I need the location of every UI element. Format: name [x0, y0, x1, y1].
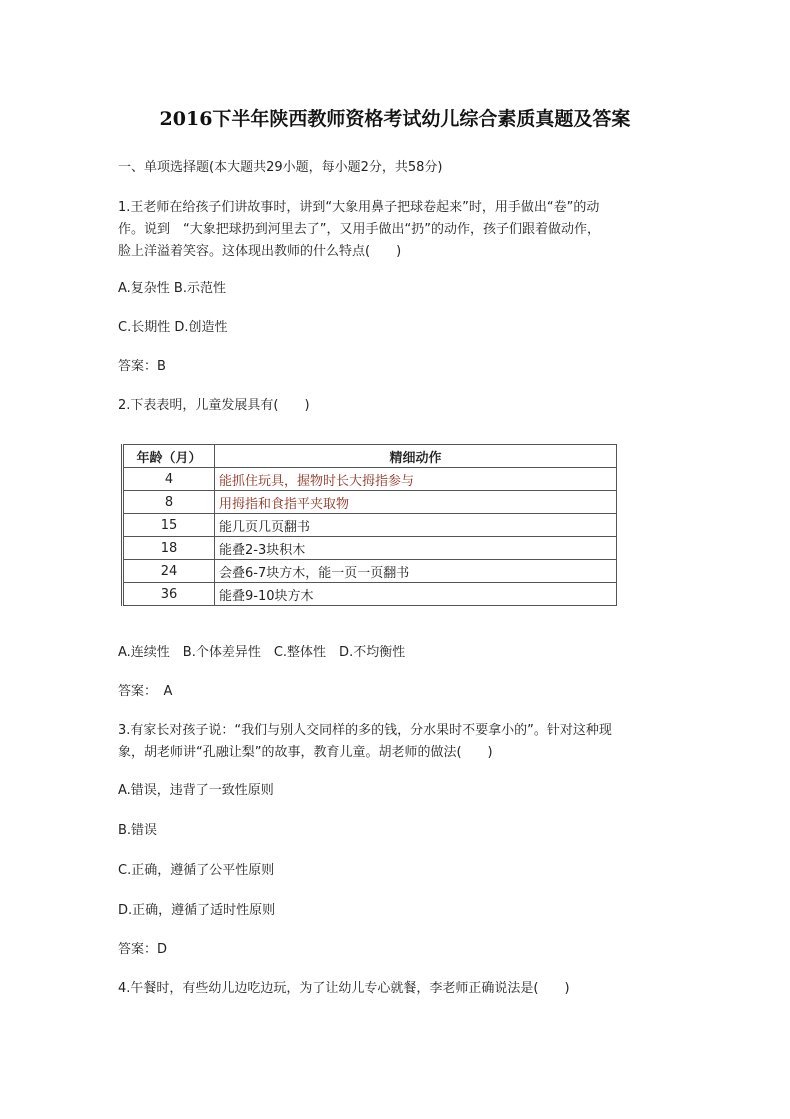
q3-option-c: C.正确，遵循了公平性原则 — [118, 863, 275, 878]
q4-stem: 4.午餐时，有些幼儿边吃边玩，为了让幼儿专心就餐，李老师正确说法是( ) — [118, 981, 570, 996]
row-action: 能叠9-10块方木 — [215, 583, 617, 606]
header-age: 年龄（月） — [123, 445, 215, 468]
table-row — [123, 468, 617, 491]
row-action: 用拇指和食指平夹取物 — [215, 491, 617, 514]
q2-options: A.连续性 B.个体差异性 C.整体性 D.不均衡性 — [118, 645, 406, 660]
table-row — [123, 491, 617, 514]
row-age: 15 — [123, 514, 215, 537]
row-action: 能几页几页翻书 — [215, 514, 617, 537]
development-table — [121, 444, 617, 606]
q1-stem-line3: 脸上洋溢着笑容。这体现出教师的什么特点( ) — [118, 244, 402, 259]
q1-answer: 答案：B — [118, 359, 166, 374]
q3-option-d: D.正确，遵循了适时性原则 — [118, 903, 276, 918]
q3-stem-line2: 象，胡老师讲“孔融让梨”的故事，教育儿童。胡老师的做法( ) — [118, 745, 493, 760]
q2-stem: 2.下表表明，儿童发展具有( ) — [118, 398, 310, 413]
header-action: 精细动作 — [215, 445, 617, 468]
q3-option-b: B.错误 — [118, 823, 158, 838]
row-age: 24 — [123, 560, 215, 583]
q2-answer: 答案： A — [118, 684, 173, 699]
table-row — [123, 583, 617, 606]
table-row — [123, 514, 617, 537]
section-heading: 一、单项选择题(本大题共29小题，每小题2分，共58分) — [118, 160, 443, 175]
q1-stem-line1: 1.王老师在给孩子们讲故事时，讲到“大象用鼻子把球卷起来”时，用手做出“卷”的动 — [118, 200, 600, 215]
q3-option-a: A.错误，违背了一致性原则 — [118, 783, 274, 798]
q1-stem-line2: 作。说到 “大象把球扔到河里去了”，又用手做出“扔”的动作，孩子们跟着做动作， — [118, 222, 600, 237]
row-action: 能叠2-3块积木 — [215, 537, 617, 560]
row-age: 8 — [123, 491, 215, 514]
row-action: 能抓住玩具，握物时长大拇指参与 — [215, 468, 617, 491]
row-age: 18 — [123, 537, 215, 560]
q1-options-ab: A.复杂性 B.示范性 — [118, 281, 226, 296]
q1-options-cd: C.长期性 D.创造性 — [118, 320, 228, 335]
table-row — [123, 560, 617, 583]
row-age: 36 — [123, 583, 215, 606]
table-header-row — [123, 445, 617, 468]
page-title: 2016下半年陕西教师资格考试幼儿综合素质真题及答案 — [159, 108, 631, 130]
row-age: 4 — [123, 468, 215, 491]
q3-answer: 答案：D — [118, 942, 168, 957]
q3-stem-line1: 3.有家长对孩子说：“我们与别人交同样的多的钱，分水果时不要拿小的”。针对这种现 — [118, 723, 612, 738]
row-action: 会叠6-7块方木，能一页一页翻书 — [215, 560, 617, 583]
table-row — [123, 537, 617, 560]
